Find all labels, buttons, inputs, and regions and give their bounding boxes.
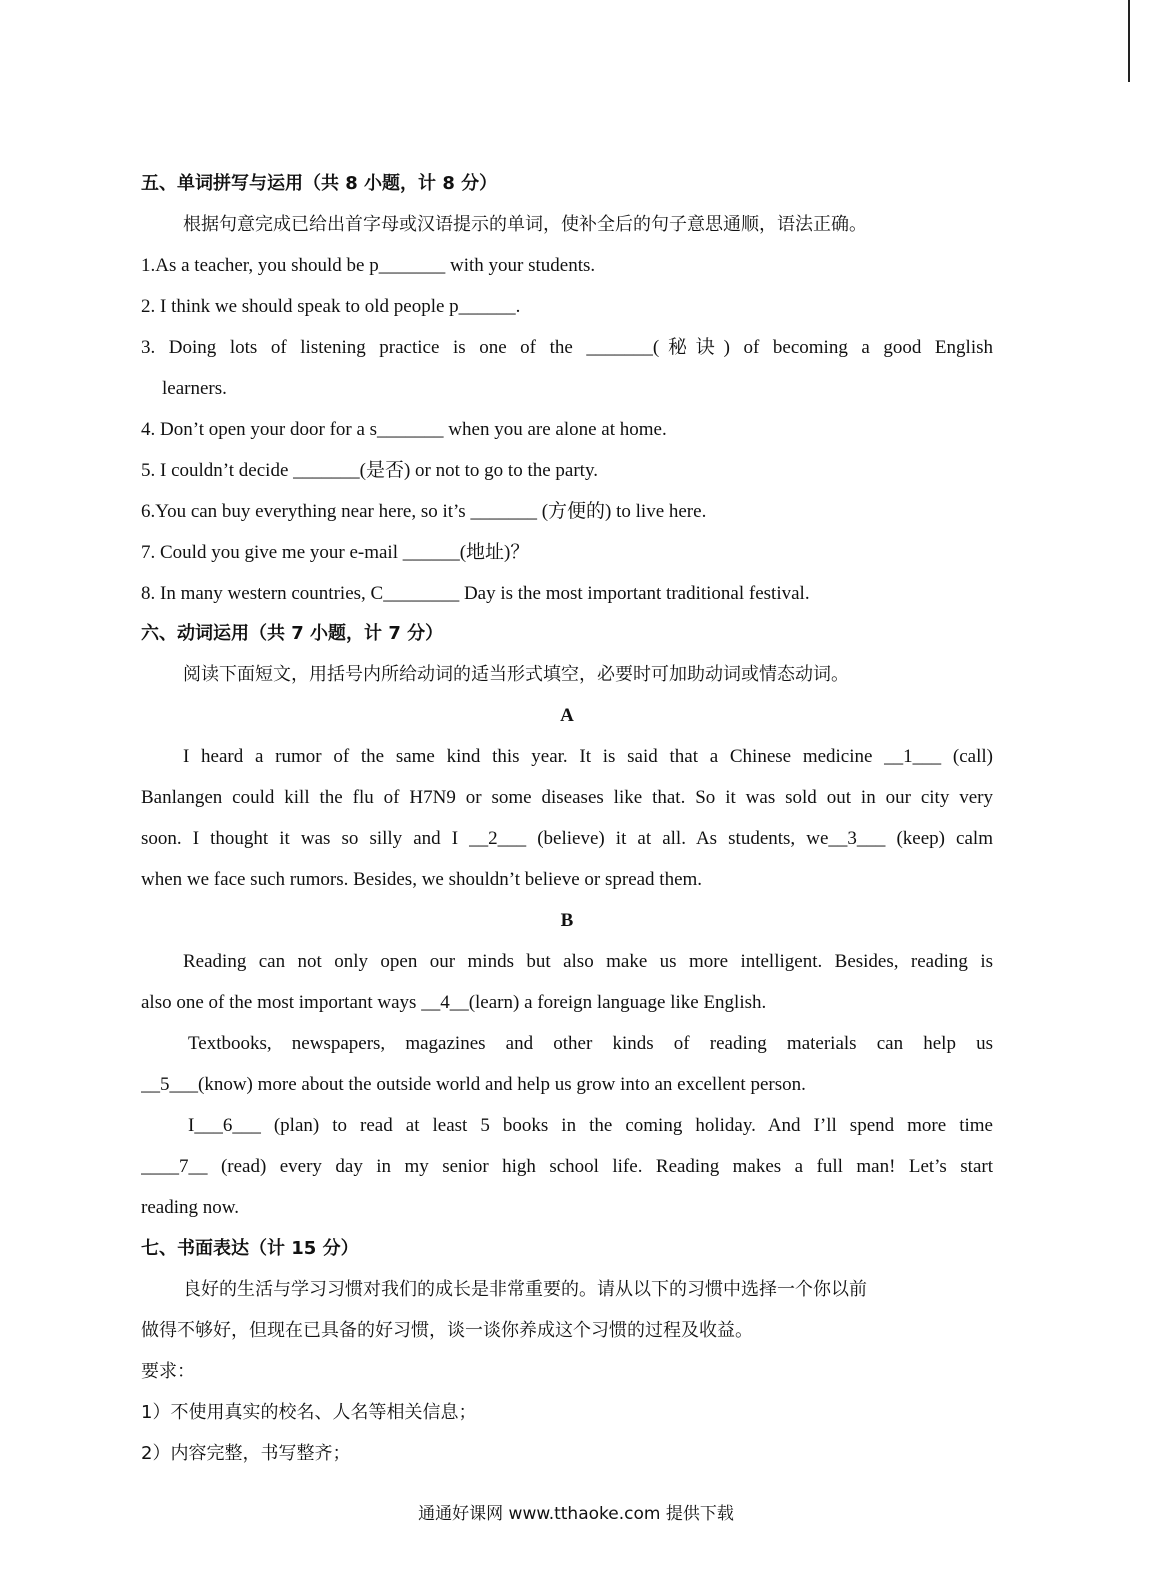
question-3: 3. Doing lots of listening practice is one of the _______(秘诀) of becoming a good English [141, 337, 993, 358]
section-7-prompt-line: 做得不够好，但现在已具备的好习惯，谈一谈你养成这个习惯的过程及收益。 [141, 1320, 753, 1341]
question-2: 2. I think we should speak to old people p______. [141, 296, 521, 317]
passage-b-line: ____7__ (read) every day in my senior high school life. Reading makes a full man! Let’s start [141, 1156, 993, 1177]
section-5-heading: 五、单词拼写与运用（共 8 小题，计 8 分） [141, 173, 498, 194]
requirement-item: 2）内容完整，书写整齐； [141, 1443, 351, 1464]
question-8: 8. In many western countries, C________ Day is the most important traditional festival. [141, 583, 810, 604]
page-footer: 通通好课网 www.tthaoke.com 提供下载 [418, 1504, 734, 1524]
question-5: 5. I couldn’t decide _______(是否) or not to go to the party. [141, 460, 598, 481]
section-6-instruction: 阅读下面短文，用括号内所给动词的适当形式填空，必要时可加助动词或情态动词。 [183, 664, 849, 685]
section-7-prompt-line: 良好的生活与学习习惯对我们的成长是非常重要的。请从以下的习惯中选择一个你以前 [183, 1279, 867, 1300]
section-7-heading: 七、书面表达（计 15 分） [141, 1238, 359, 1259]
question-1: 1.As a teacher, you should be p_______ with your students. [141, 255, 596, 276]
section-5-instruction: 根据句意完成已给出首字母或汉语提示的单词，使补全后的句子意思通顺，语法正确。 [183, 214, 867, 235]
passage-b-line: also one of the most important ways __4__(learn) a foreign language like English. [141, 992, 767, 1013]
passage-a-line: Banlangen could kill the flu of H7N9 or some diseases like that. So it was sold out in our city very [141, 787, 993, 808]
section-6-heading: 六、动词运用（共 7 小题，计 7 分） [141, 623, 444, 644]
passage-a-label: A [560, 705, 574, 726]
question-7: 7. Could you give me your e-mail ______(地址)？ [141, 542, 530, 563]
passage-a-line: I heard a rumor of the same kind this year. It is said that a Chinese medicine __1___ (call) [183, 746, 993, 767]
question-6: 6.You can buy everything near here, so it’s _______ (方便的) to live here. [141, 501, 707, 522]
passage-a-line: soon. I thought it was so silly and I __2___ (believe) it at all. As students, we__3___ (keep) calm [141, 828, 993, 849]
passage-b-line: __5___(know) more about the outside world and help us grow into an excellent person. [141, 1074, 806, 1095]
passage-b-line: I___6___ (plan) to read at least 5 books in the coming holiday. And I’ll spend more time [188, 1115, 993, 1136]
passage-a-line: when we face such rumors. Besides, we shouldn’t believe or spread them. [141, 869, 703, 890]
passage-b-line: reading now. [141, 1197, 239, 1218]
requirements-label: 要求： [141, 1361, 195, 1382]
requirement-item: 1）不使用真实的校名、人名等相关信息； [141, 1402, 477, 1423]
question-4: 4. Don’t open your door for a s_______ when you are alone at home. [141, 419, 667, 440]
passage-b-line: Textbooks, newspapers, magazines and other kinds of reading materials can help us [188, 1033, 993, 1054]
question-3-continued: learners. [162, 378, 227, 399]
passage-b-label: B [560, 910, 574, 931]
passage-b-line: Reading can not only open our minds but also make us more intelligent. Besides, reading is [183, 951, 993, 972]
